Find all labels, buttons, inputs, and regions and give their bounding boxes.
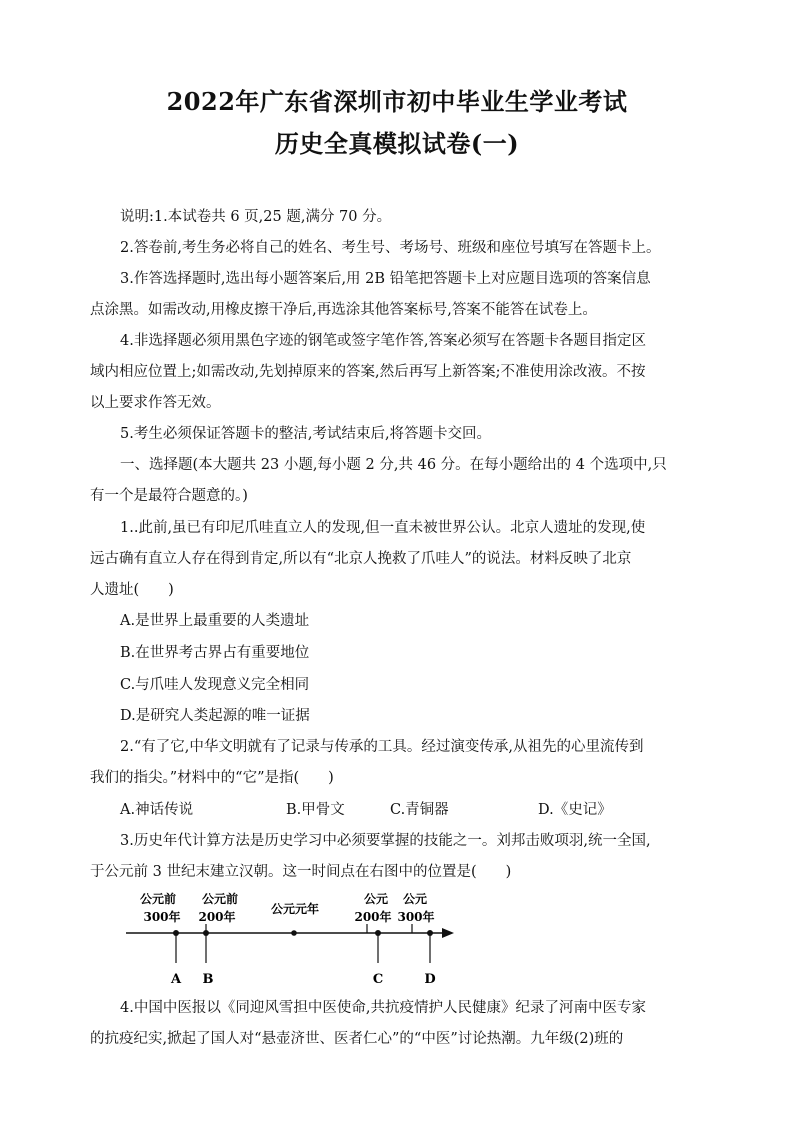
- question-stem: 的抗疫纪实,掀起了国人对“悬壶济世、医者仁心”的“中医”讨论热潮。九年级(2)班的: [90, 1031, 624, 1047]
- exam-subtitle: 历史全真模拟试卷(一): [274, 129, 520, 158]
- timeline-label: 200年: [198, 910, 236, 924]
- option-b: B.在世界考古界占有重要地位: [120, 645, 310, 661]
- option-c: C.青铜器: [390, 802, 449, 818]
- question-stem: 2.“有了它,中华文明就有了记录与传承的工具。经过演变传承,从祖先的心里流传到: [120, 739, 644, 755]
- question-stem: 人遗址( ): [90, 582, 174, 598]
- question-stem: 3.历史年代计算方法是历史学习中必须要掌握的技能之一。刘邦击败项羽,统一全国,: [120, 833, 651, 849]
- timeline-label: 300年: [397, 910, 435, 924]
- option-d: D.是研究人类起源的唯一证据: [120, 708, 310, 724]
- axis-arrow: [442, 928, 454, 938]
- question-stem: 我们的指尖。”材料中的“它”是指( ): [90, 770, 334, 786]
- point-year-zero: [291, 930, 297, 936]
- timeline-label: 200年: [354, 910, 392, 924]
- question-stem: 4.中国中医报以《同迎风雪担中医使命,共抗疫情护人民健康》纪录了河南中医专家: [120, 1000, 646, 1016]
- question-stem: 于公元前 3 世纪末建立汉朝。这一时间点在右图中的位置是( ): [90, 864, 512, 880]
- timeline-label: 公元前: [139, 892, 177, 906]
- timeline-label: 公元: [363, 892, 389, 906]
- point-letter-b: B: [202, 972, 214, 987]
- instruction-line: 以上要求作答无效。: [90, 395, 221, 411]
- timeline-label: 公元元年: [270, 902, 320, 916]
- instruction-line: 3.作答选择题时,选出每小题答案后,用 2B 铅笔把答题卡上对应题目选项的答案信息: [120, 271, 651, 287]
- exam-title: 2022年广东省深圳市初中毕业生学业考试: [166, 87, 628, 116]
- point-letter-d: D: [424, 972, 436, 987]
- option-a: A.神话传说: [120, 802, 194, 818]
- section-heading: 有一个是最符合题意的。): [90, 488, 248, 504]
- section-heading: 一、选择题(本大题共 23 小题,每小题 2 分,共 46 分。在每小题给出的 4 个选项中,只: [120, 457, 667, 473]
- question-stem: 远古确有直立人存在得到肯定,所以有“北京人挽救了爪哇人”的说法。材料反映了北京: [90, 551, 632, 567]
- timeline-label: 公元: [402, 892, 428, 906]
- option-c: C.与爪哇人发现意义完全相同: [120, 677, 310, 693]
- instruction-line: 说明:1.本试卷共 6 页,25 题,满分 70 分。: [120, 209, 392, 225]
- timeline-label: 300年: [143, 910, 181, 924]
- option-b: B.甲骨文: [286, 802, 345, 818]
- instruction-line: 点涂黑。如需改动,用橡皮擦干净后,再选涂其他答案标号,答案不能答在试卷上。: [90, 302, 597, 318]
- instruction-line: 4.非选择题必须用黑色字迹的钢笔或签字笔作答,答案必须写在答题卡各题目指定区: [120, 333, 646, 349]
- point-letter-a: A: [170, 972, 182, 987]
- option-row: [0, 800, 794, 820]
- timeline-label: 公元前: [201, 892, 239, 906]
- point-letter-c: C: [372, 972, 384, 987]
- instruction-line: 5.考生必须保证答题卡的整洁,考试结束后,将答题卡交回。: [120, 426, 492, 442]
- question-stem: 1..此前,虽已有印尼爪哇直立人的发现,但一直未被世界公认。北京人遗址的发现,使: [120, 520, 646, 536]
- option-d: D.《史记》: [538, 802, 612, 818]
- instruction-line: 2.答卷前,考生务必将自己的姓名、考生号、考场号、班级和座位号填写在答题卡上。: [120, 240, 661, 256]
- option-a: A.是世界上最重要的人类遗址: [120, 613, 310, 629]
- timeline-diagram: [120, 888, 460, 988]
- instruction-line: 域内相应位置上;如需改动,先划掉原来的答案,然后再写上新答案;不准使用涂改液。不按: [90, 364, 646, 380]
